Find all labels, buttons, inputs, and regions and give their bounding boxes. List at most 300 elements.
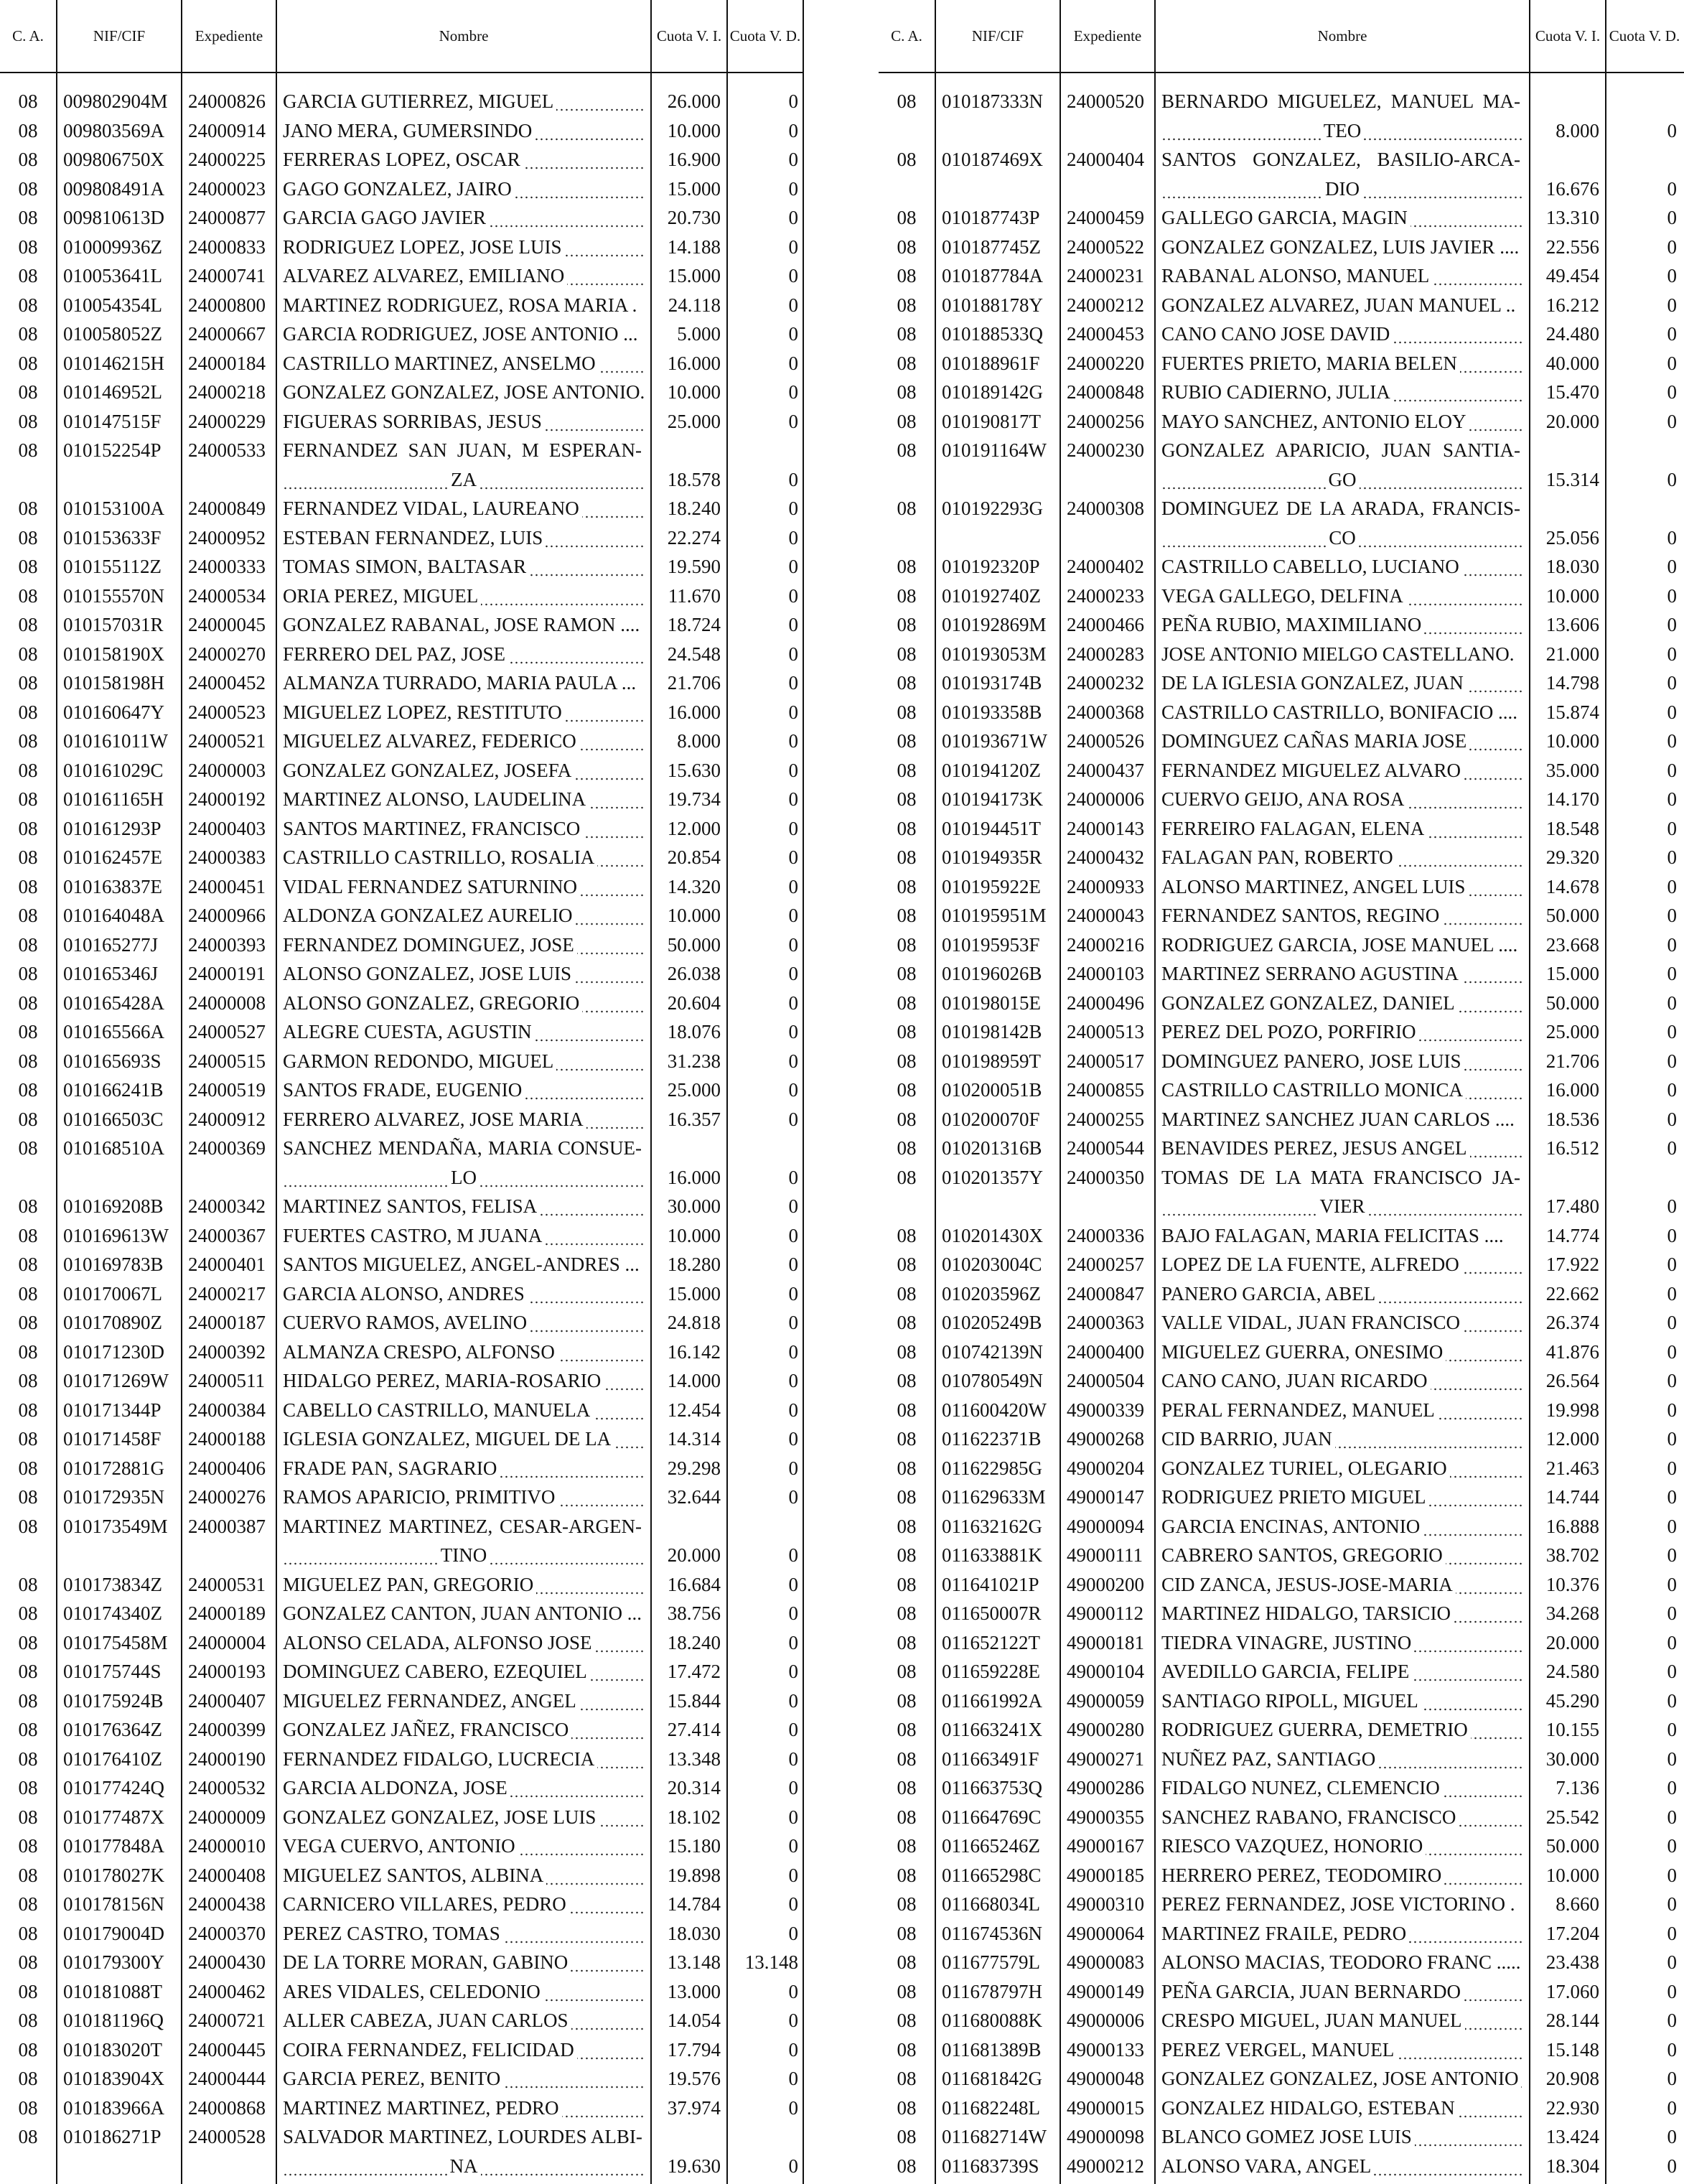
cell-ca: 08 <box>18 759 38 781</box>
cell-cuota-vd: 0 <box>1667 119 1677 141</box>
cell-nombre <box>283 494 645 523</box>
cell-nombre <box>283 1803 645 1832</box>
cell-cuota-vi: 38.702 <box>1545 1544 1599 1566</box>
table-row <box>879 1366 1684 1396</box>
cell-cuota-vi: 18.076 <box>667 1021 721 1042</box>
cell-cuota-vd <box>1609 87 1677 116</box>
cell-ca: 08 <box>897 352 917 374</box>
cell-expediente: 49000112 <box>1067 1602 1143 1624</box>
cell-ca: 08 <box>897 730 917 752</box>
cell-nombre <box>1161 1570 1523 1600</box>
cell-nif: 010174340Z <box>63 1602 162 1624</box>
table-row <box>0 1628 804 1658</box>
cell-cuota-vi: 16.142 <box>667 1340 721 1363</box>
cell-cuota-vi: 18.280 <box>667 1254 721 1275</box>
cell-ca: 08 <box>18 963 38 984</box>
cell-nif: 011650007R <box>942 1602 1042 1624</box>
cell-cuota-vd: 0 <box>1667 1631 1677 1653</box>
cell-cuota-vd: 0 <box>788 614 798 635</box>
cell-nif: 010175458M <box>63 1631 168 1653</box>
cell-nif: 010200070F <box>942 1108 1040 1130</box>
cell-cuota-vd: 0 <box>788 817 798 839</box>
cell-cuota-vi: 21.463 <box>1545 1457 1599 1479</box>
table-row <box>879 349 1684 378</box>
table-row <box>879 1134 1684 1163</box>
cell-cuota-vd: 0 <box>1667 1980 1677 2002</box>
cell-nif <box>942 1192 1057 1221</box>
cell-nombre <box>1161 1948 1523 1977</box>
cell-expediente: 24000800 <box>188 294 266 316</box>
cell-nombre <box>283 668 645 698</box>
cell-nif <box>942 523 1057 553</box>
cell-expediente: 24000833 <box>188 235 266 258</box>
cell-cuota-vd <box>731 2122 798 2152</box>
table-row <box>879 1017 1684 1047</box>
nombre-text: SANTOS GONZALEZ, BASILIO-ARCA- <box>1161 149 1523 170</box>
cell-ca: 08 <box>897 1864 917 1886</box>
cell-ca: 08 <box>897 991 917 1014</box>
cell-expediente: 24000225 <box>188 149 266 170</box>
nombre-text: FERNANDEZ SAN JUAN, M ESPERAN- <box>283 439 645 461</box>
nombre-text: TINO <box>438 1544 490 1566</box>
table-row <box>879 1745 1684 1774</box>
cell-cuota-vd: 0 <box>788 2068 798 2089</box>
cell-nif: 010191164W <box>942 439 1047 461</box>
table-row <box>0 1134 804 1163</box>
cell-nif: 010158190X <box>63 643 164 665</box>
cell-ca: 08 <box>897 235 917 258</box>
cell-cuota-vd: 0 <box>1667 2038 1677 2061</box>
cell-nombre <box>1161 959 1523 989</box>
cell-nif: 010170890Z <box>63 1312 162 1333</box>
cell-nif: 010193174B <box>942 672 1042 694</box>
nombre-text: GONZALEZ GONZALEZ, JOSEFA <box>283 760 574 781</box>
cell-nif: 010193053M <box>942 643 1047 665</box>
cell-nif: 010187469X <box>942 149 1043 170</box>
cell-nombre <box>283 1075 645 1105</box>
cell-cuota-vd: 0 <box>788 730 798 752</box>
cell-nif: 011661992A <box>942 1689 1042 1712</box>
cell-ca: 08 <box>18 1893 38 1915</box>
cell-ca: 08 <box>18 1951 38 1973</box>
cell-expediente: 24000667 <box>188 323 266 345</box>
cell-cuota-vd: 0 <box>788 468 798 490</box>
nombre-text: CUERVO RAMOS, AVELINO <box>283 1312 530 1333</box>
cell-ca: 08 <box>897 1340 917 1363</box>
cell-expediente: 24000008 <box>188 991 266 1014</box>
cell-cuota-vd: 0 <box>1667 235 1677 258</box>
nombre-text: GARCIA ENCINAS, ANTONIO <box>1161 1516 1423 1537</box>
cell-cuota-vi: 15.470 <box>1545 381 1599 403</box>
cell-nombre <box>283 465 645 495</box>
cell-cuota-vd: 0 <box>1667 526 1677 549</box>
table-row <box>0 116 804 146</box>
cell-ca: 08 <box>18 1573 38 1595</box>
cell-expediente <box>188 1541 274 1570</box>
cell-expediente: 49000167 <box>1067 1835 1144 1857</box>
cell-ca: 08 <box>897 1893 917 1915</box>
table-row <box>879 203 1684 233</box>
cell-nombre <box>283 2064 645 2094</box>
cell-cuota-vi: 19.898 <box>667 1864 721 1886</box>
cell-ca: 08 <box>18 1282 38 1305</box>
header-nombre: Nombre <box>439 27 489 45</box>
cell-cuota-vi: 26.564 <box>1545 1370 1599 1391</box>
cell-nombre <box>283 552 645 582</box>
cell-ca: 08 <box>897 265 917 286</box>
cell-ca: 08 <box>18 2126 38 2147</box>
cell-expediente <box>1067 116 1153 146</box>
cell-cuota-vi: 21.000 <box>1545 643 1599 665</box>
cell-cuota-vd: 0 <box>1667 381 1677 403</box>
cell-cuota-vi: 30.000 <box>667 1195 721 1217</box>
cell-cuota-vi: 14.784 <box>667 1893 721 1915</box>
cell-expediente: 24000445 <box>188 2038 266 2061</box>
cell-cuota-vi: 27.414 <box>667 1719 721 1740</box>
nombre-text: GARCIA ALDONZA, JOSE <box>283 1777 510 1798</box>
cell-cuota-vd: 0 <box>788 526 798 549</box>
cell-ca: 08 <box>18 1224 38 1246</box>
cell-cuota-vd: 0 <box>788 1224 798 1246</box>
nombre-text: MIGUELEZ ALVAREZ, FEDERICO <box>283 730 579 752</box>
cell-expediente: 24000143 <box>1067 817 1144 839</box>
cell-nif: 011678797H <box>942 1980 1042 2002</box>
cell-expediente: 24000544 <box>1067 1137 1144 1159</box>
cell-nif: 011681389B <box>942 2038 1042 2061</box>
cell-ca: 08 <box>18 265 38 286</box>
cell-cuota-vd: 0 <box>788 1544 798 1566</box>
cell-nif: 010179300Y <box>63 1951 164 1973</box>
cell-cuota-vd: 0 <box>1667 933 1677 956</box>
table-row <box>0 1512 804 1541</box>
cell-cuota-vd: 0 <box>1667 1340 1677 1363</box>
nombre-text: ALONSO GONZALEZ, GREGORIO <box>283 992 582 1014</box>
cell-expediente: 24000231 <box>1067 265 1144 286</box>
cell-nombre <box>1161 1628 1523 1658</box>
cell-nombre <box>1161 1745 1523 1774</box>
cell-expediente: 24000523 <box>188 701 266 723</box>
cell-ca: 08 <box>18 1079 38 1101</box>
cell-cuota-vi: 14.000 <box>667 1370 721 1391</box>
cell-ca: 08 <box>18 1428 38 1450</box>
cell-expediente: 49000147 <box>1067 1486 1144 1508</box>
cell-nombre <box>1161 1134 1523 1163</box>
cell-expediente: 24000430 <box>188 1951 266 1973</box>
cell-ca <box>884 116 929 146</box>
cell-ca: 08 <box>18 1806 38 1828</box>
cell-expediente: 24000404 <box>1067 149 1144 170</box>
right-table-header <box>879 0 1684 73</box>
cell-nombre <box>283 1773 645 1803</box>
table-row <box>879 1250 1684 1279</box>
table-row <box>0 291 804 320</box>
cell-cuota-vi: 13.606 <box>1545 614 1599 635</box>
cell-ca: 08 <box>897 1747 917 1770</box>
cell-ca: 08 <box>897 905 917 926</box>
cell-ca: 08 <box>897 1079 917 1101</box>
cell-expediente: 24000513 <box>1067 1021 1144 1042</box>
cell-nif: 010195951M <box>942 905 1047 926</box>
nombre-text: ESTEBAN FERNANDEZ, LUIS <box>283 527 546 549</box>
cell-nif: 010009936Z <box>63 235 162 258</box>
nombre-text: ALONSO CELADA, ALFONSO JOSE <box>283 1632 595 1653</box>
cell-cuota-vd: 0 <box>1667 905 1677 926</box>
cell-expediente: 49000268 <box>1067 1428 1144 1450</box>
cell-expediente: 49000339 <box>1067 1399 1144 1421</box>
cell-ca: 08 <box>897 584 917 607</box>
cell-expediente: 24000193 <box>188 1661 266 1682</box>
table-row <box>0 1366 804 1396</box>
cell-nif: 010183904X <box>63 2068 164 2089</box>
cell-nombre <box>1161 1163 1523 1193</box>
cell-expediente: 24000229 <box>188 410 266 432</box>
cell-cuota-vd: 0 <box>788 905 798 926</box>
cell-nombre <box>1161 610 1523 640</box>
table-row <box>879 2006 1684 2035</box>
cell-nombre <box>283 610 645 640</box>
cell-nombre <box>283 2094 645 2123</box>
nombre-text: PANERO GARCIA, ABEL <box>1161 1283 1378 1305</box>
cell-cuota-vd: 0 <box>1667 817 1677 839</box>
cell-cuota-vi: 22.274 <box>667 526 721 549</box>
nombre-text: CABRERO SANTOS, GREGORIO <box>1161 1544 1446 1566</box>
cell-nif: 011663491F <box>942 1747 1039 1770</box>
cell-expediente: 49000094 <box>1067 1515 1144 1537</box>
cell-cuota-vd <box>731 1512 798 1541</box>
cell-expediente: 24000966 <box>188 905 266 926</box>
table-row <box>879 843 1684 872</box>
cell-nif: 010170067L <box>63 1282 162 1305</box>
cell-cuota-vi: 16.676 <box>1545 177 1599 200</box>
cell-cuota-vi: 45.290 <box>1545 1689 1599 1712</box>
table-row <box>879 1861 1684 1890</box>
nombre-text: GONZALEZ ALVAREZ, JUAN MANUEL .. <box>1161 294 1518 316</box>
cell-ca: 08 <box>897 323 917 345</box>
nombre-text: LO <box>448 1167 480 1188</box>
cell-cuota-vi: 29.298 <box>667 1457 721 1479</box>
cell-nif: 010192869M <box>942 614 1047 635</box>
table-row <box>0 668 804 698</box>
right-table-body <box>879 87 1684 2180</box>
cell-nombre <box>1161 756 1523 785</box>
cell-nombre <box>283 1541 645 1570</box>
cell-nif: 010146215H <box>63 352 164 374</box>
cell-cuota-vi: 26.038 <box>667 963 721 984</box>
cell-nif: 009806750X <box>63 149 164 170</box>
cell-cuota-vd: 0 <box>1667 410 1677 432</box>
cell-nombre <box>1161 1424 1523 1454</box>
nombre-text: RIESCO VAZQUEZ, HONORIO <box>1161 1835 1426 1857</box>
cell-expediente <box>188 1163 274 1193</box>
nombre-text: FERNANDEZ VIDAL, LAUREANO <box>283 498 582 519</box>
cell-nif: 010192320P <box>942 556 1040 577</box>
nombre-text: LOPEZ DE LA FUENTE, ALFREDO <box>1161 1254 1462 1275</box>
nombre-text: ALONSO MACIAS, TEODORO FRANC ..... <box>1161 1951 1523 1973</box>
nombre-text: GONZALEZ TURIEL, OLEGARIO <box>1161 1457 1450 1479</box>
table-row <box>879 1424 1684 1454</box>
cell-cuota-vd: 0 <box>1667 1457 1677 1479</box>
cell-nombre <box>283 1919 645 1949</box>
table-row <box>879 1454 1684 1483</box>
cell-expediente: 24000004 <box>188 1631 266 1653</box>
table-row <box>879 1105 1684 1134</box>
table-row <box>0 1890 804 1919</box>
table-row <box>0 727 804 756</box>
cell-cuota-vd: 0 <box>1667 1050 1677 1072</box>
nombre-text: CUERVO GEIJO, ANA ROSA <box>1161 788 1407 810</box>
cell-ca: 08 <box>897 1631 917 1653</box>
nombre-text: ALONSO MARTINEZ, ANGEL LUIS <box>1161 876 1468 897</box>
table-row <box>0 1686 804 1716</box>
cell-nombre <box>1161 1715 1523 1745</box>
cell-expediente: 24000342 <box>188 1195 266 1217</box>
table-row <box>0 959 804 989</box>
cell-ca: 08 <box>18 1021 38 1042</box>
table-row <box>879 378 1684 407</box>
cell-cuota-vd: 0 <box>1667 1661 1677 1682</box>
cell-cuota-vd: 0 <box>1667 1370 1677 1391</box>
cell-expediente: 24000407 <box>188 1689 266 1712</box>
cell-expediente <box>1067 1192 1153 1221</box>
cell-ca: 08 <box>18 352 38 374</box>
table-row <box>0 698 804 727</box>
cell-cuota-vd: 0 <box>788 1864 798 1886</box>
cell-nif: 010200051B <box>942 1079 1042 1101</box>
cell-cuota-vd: 0 <box>1667 2010 1677 2031</box>
cell-cuota-vi: 14.320 <box>667 875 721 897</box>
cell-ca: 08 <box>897 933 917 956</box>
nombre-text: FUERTES CASTRO, M JUANA <box>283 1225 545 1246</box>
cell-expediente: 24000270 <box>188 643 266 665</box>
cell-cuota-vd: 0 <box>788 991 798 1014</box>
cell-cuota-vi: 50.000 <box>1545 1835 1599 1857</box>
cell-nombre <box>283 1424 645 1454</box>
cell-cuota-vd <box>1609 145 1677 174</box>
nombre-text: MAYO SANCHEZ, ANTONIO ELOY <box>1161 411 1469 432</box>
cell-cuota-vd: 0 <box>1667 556 1677 577</box>
table-row <box>879 1308 1684 1338</box>
cell-cuota-vi: 16.900 <box>667 149 721 170</box>
table-row <box>0 378 804 407</box>
cell-cuota-vd: 0 <box>788 1166 798 1188</box>
cell-expediente: 24000333 <box>188 556 266 577</box>
cell-cuota-vd: 0 <box>788 1312 798 1333</box>
cell-cuota-vi: 16.000 <box>667 701 721 723</box>
cell-expediente: 49000181 <box>1067 1631 1144 1653</box>
cell-ca: 08 <box>18 584 38 607</box>
cell-nombre <box>1161 1047 1523 1076</box>
cell-cuota-vi: 15.148 <box>1545 2038 1599 2061</box>
cell-cuota-vi: 17.472 <box>667 1661 721 1682</box>
cell-nombre <box>1161 291 1523 320</box>
nombre-text: ARES VIDALES, CELEDONIO <box>283 1981 543 2002</box>
cell-nombre <box>1161 233 1523 262</box>
cell-nombre <box>283 233 645 262</box>
table-row <box>0 1977 804 2007</box>
nombre-text: GONZALEZ APARICIO, JUAN SANTIA- <box>1161 439 1523 461</box>
cell-nombre <box>283 582 645 611</box>
cell-expediente: 24000721 <box>188 2010 266 2031</box>
cell-ca: 08 <box>897 294 917 316</box>
cell-nombre <box>1161 523 1523 553</box>
cell-expediente: 24000848 <box>1067 381 1144 403</box>
cell-nif: 010171230D <box>63 1340 164 1363</box>
cell-ca: 08 <box>18 556 38 577</box>
nombre-text: MIGUELEZ FERNANDEZ, ANGEL <box>283 1690 579 1712</box>
table-row <box>879 116 1684 146</box>
cell-cuota-vi: 34.268 <box>1545 1602 1599 1624</box>
cell-cuota-vd: 0 <box>788 1079 798 1101</box>
cell-nombre <box>1161 174 1523 204</box>
cell-cuota-vi: 21.706 <box>1545 1050 1599 1072</box>
table-row <box>879 291 1684 320</box>
cell-cuota-vd: 0 <box>788 265 798 286</box>
cell-nombre <box>283 901 645 930</box>
cell-ca: 08 <box>897 381 917 403</box>
nombre-text: FALAGAN PAN, ROBERTO <box>1161 846 1396 868</box>
cell-cuota-vd: 0 <box>788 846 798 868</box>
cell-cuota-vi: 12.454 <box>667 1399 721 1421</box>
cell-expediente: 24000370 <box>188 1922 266 1944</box>
cell-nombre <box>1161 1803 1523 1832</box>
cell-expediente: 49000064 <box>1067 1922 1144 1944</box>
cell-nif: 010188533Q <box>942 323 1043 345</box>
cell-cuota-vd: 0 <box>788 381 798 403</box>
cell-cuota-vd: 0 <box>1667 759 1677 781</box>
cell-cuota-vi: 25.000 <box>667 1079 721 1101</box>
nombre-text: CARNICERO VILLARES, PEDRO <box>283 1893 569 1915</box>
nombre-text: GONZALEZ GONZALEZ, JOSE ANTONIO. <box>283 381 645 403</box>
nombre-text: NUÑEZ PAZ, SANTIAGO <box>1161 1748 1378 1770</box>
table-row <box>0 1570 804 1600</box>
cell-nif: 010194935R <box>942 846 1042 868</box>
cell-nombre <box>1161 930 1523 960</box>
cell-nif: 010163837E <box>63 875 162 897</box>
cell-ca: 08 <box>897 2038 917 2061</box>
nombre-text: HIDALGO PEREZ, MARIA-ROSARIO <box>283 1370 604 1391</box>
cell-cuota-vi: 8.000 <box>677 730 721 752</box>
nombre-text: ALMANZA CRESPO, ALFONSO <box>283 1341 558 1363</box>
nombre-text: BERNARDO MIGUELEZ, MANUEL MA- <box>1161 90 1523 112</box>
cell-expediente: 49000355 <box>1067 1806 1144 1828</box>
table-row <box>0 1192 804 1221</box>
nombre-text: GONZALEZ GONZALEZ, JOSE ANTONIO <box>1161 2068 1521 2089</box>
nombre-text: ALEGRE CUESTA, AGUSTIN <box>283 1021 535 1042</box>
cell-expediente: 24000045 <box>188 614 266 635</box>
nombre-text: DIO <box>1322 178 1362 200</box>
cell-ca: 08 <box>897 2010 917 2031</box>
cell-nif: 010194120Z <box>942 759 1041 781</box>
nombre-text: ALMANZA TURRADO, MARIA PAULA ... <box>283 672 639 694</box>
cell-expediente: 24000855 <box>1067 1079 1144 1101</box>
cell-nombre <box>1161 1366 1523 1396</box>
cell-nombre <box>1161 465 1523 495</box>
nombre-text: GARCIA GAGO JAVIER <box>283 207 489 228</box>
table-row <box>879 610 1684 640</box>
cell-cuota-vd: 0 <box>1667 294 1677 316</box>
cell-cuota-vi: 50.000 <box>1545 905 1599 926</box>
cell-cuota-vd: 0 <box>788 1486 798 1508</box>
cell-nombre <box>283 872 645 902</box>
table-row <box>879 872 1684 902</box>
cell-cuota-vi: 13.348 <box>667 1747 721 1770</box>
cell-nombre <box>1161 1483 1523 1512</box>
cell-nif: 011663753Q <box>942 1777 1042 1798</box>
cell-expediente: 24000369 <box>188 1137 266 1159</box>
cell-nombre <box>283 1105 645 1134</box>
cell-nif: 010193358B <box>942 701 1042 723</box>
cell-nif: 010166241B <box>63 1079 164 1101</box>
